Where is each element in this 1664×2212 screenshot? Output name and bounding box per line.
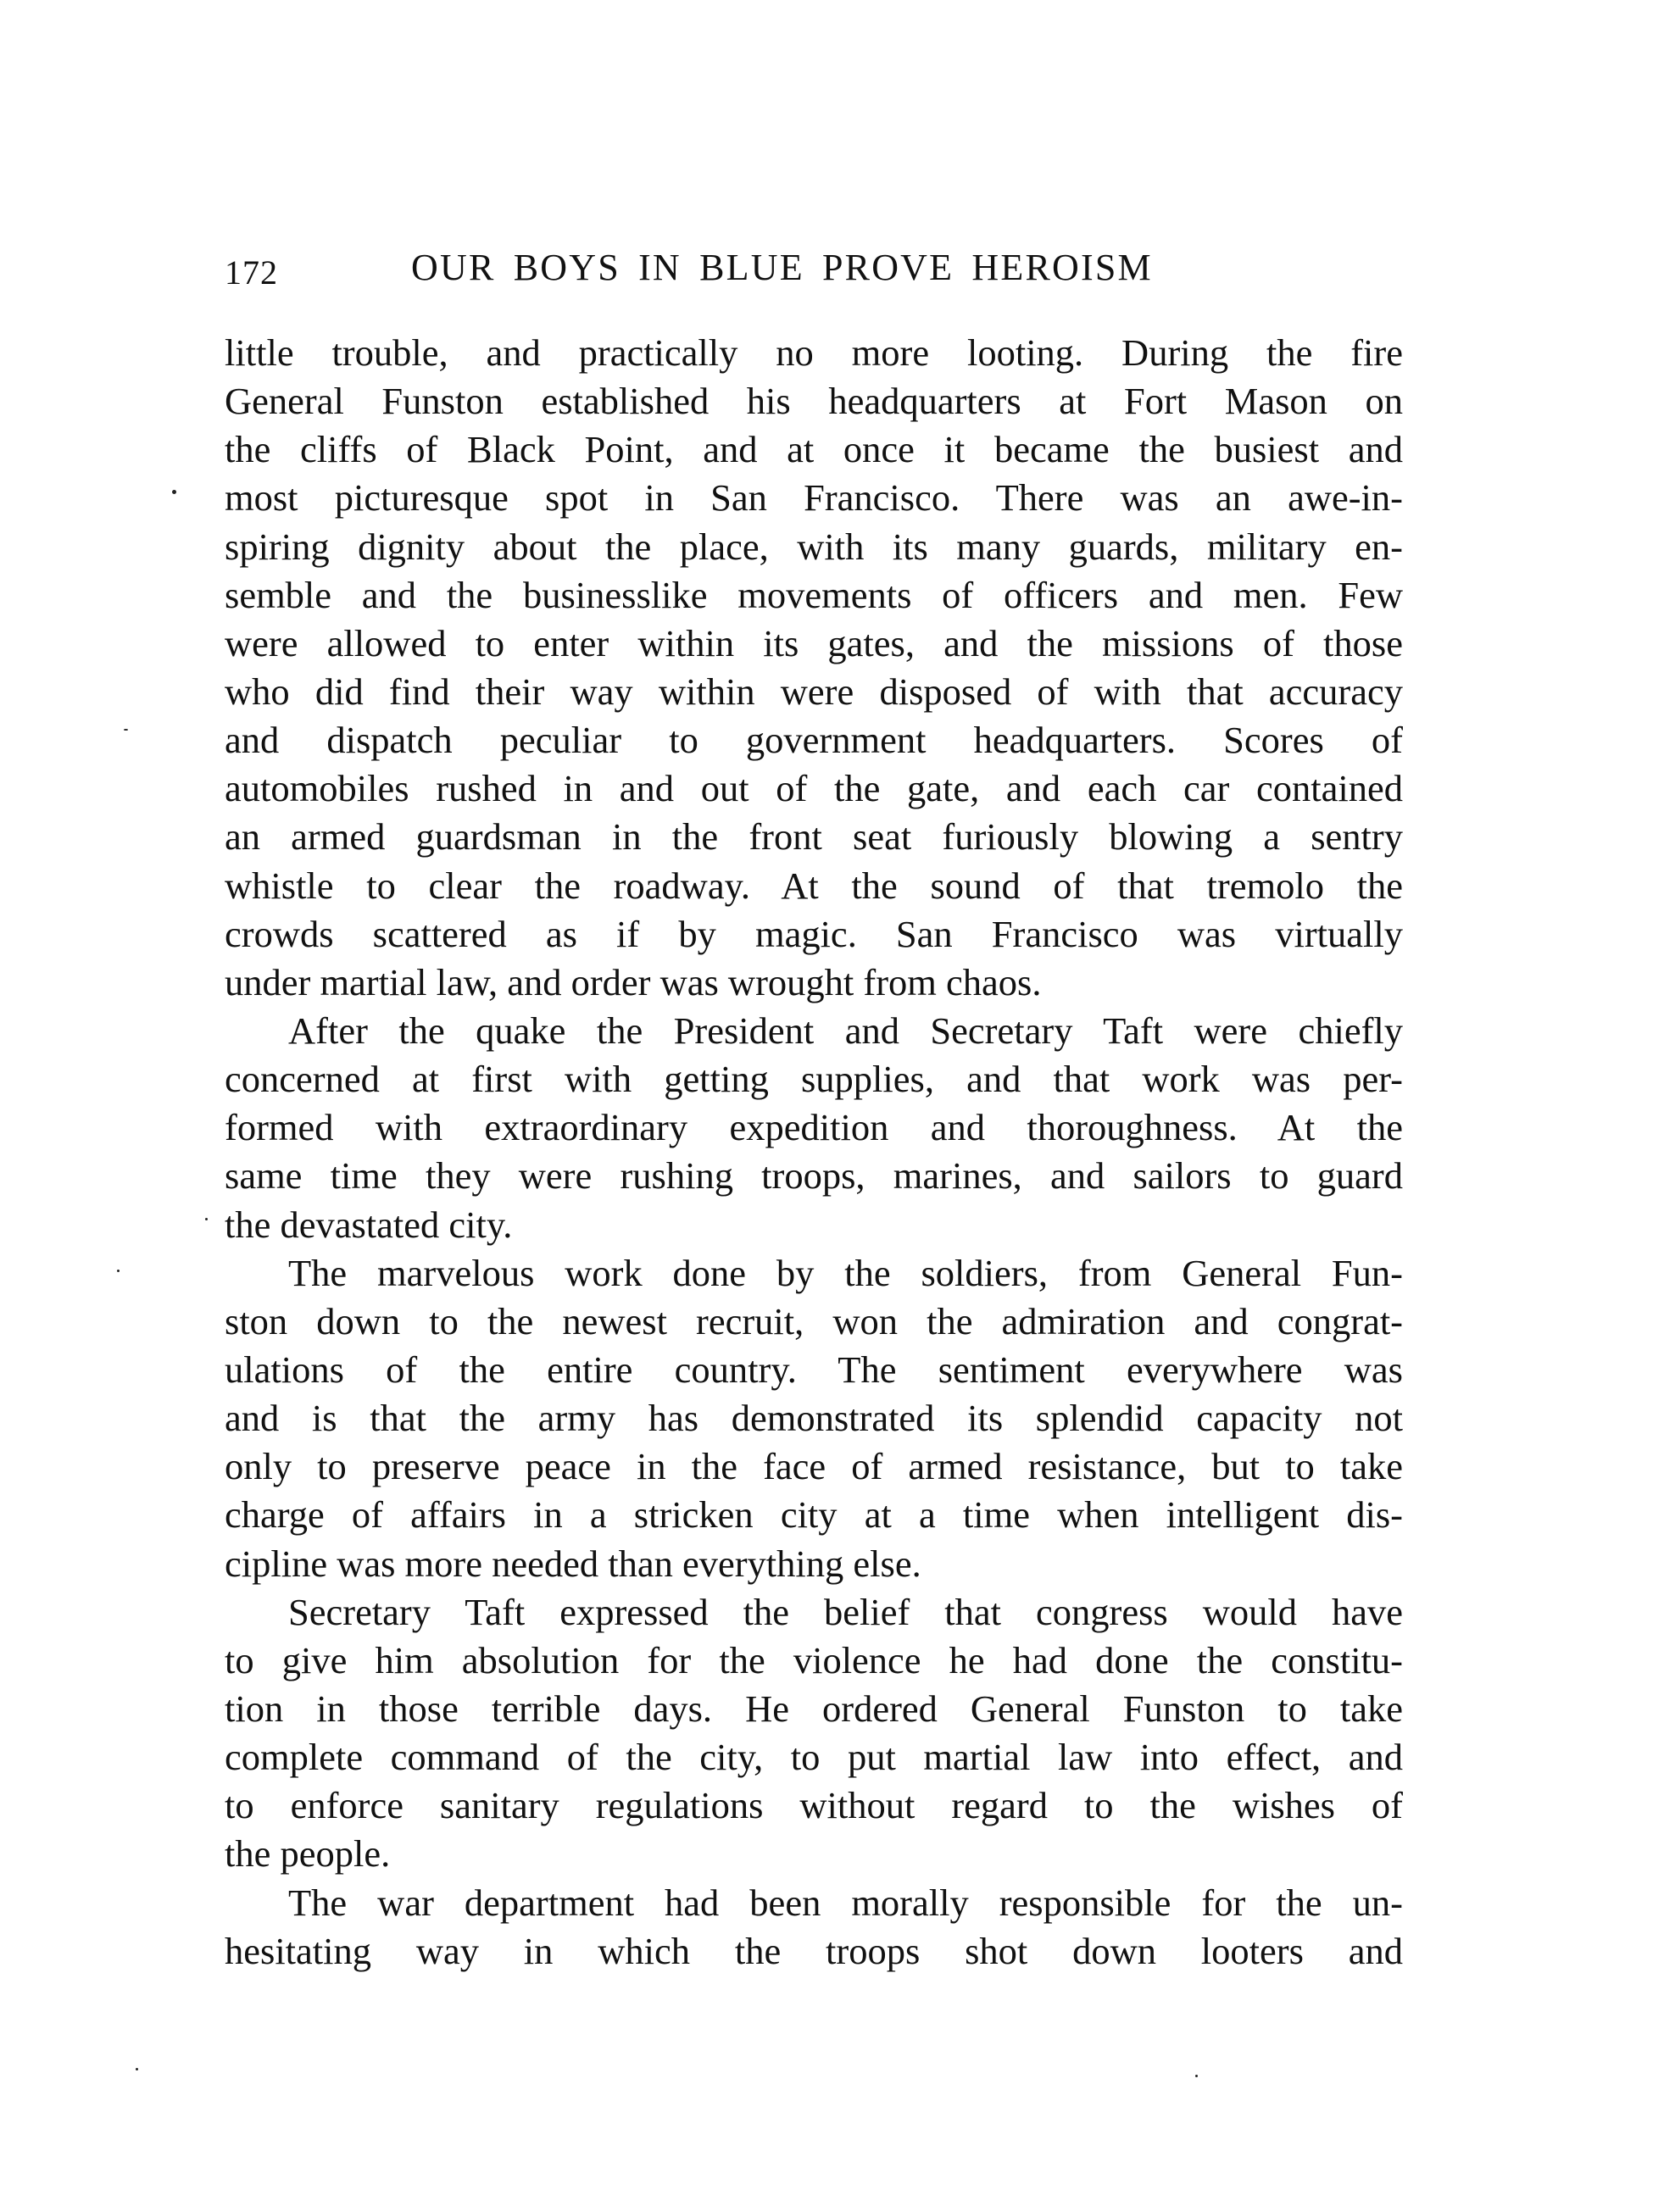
running-title: OUR BOYS IN BLUE PROVE HEROISM [411, 247, 1153, 288]
scan-speck [124, 729, 128, 731]
text-line: Secretary Taft expressed the belief that congress would have [288, 1590, 1403, 1633]
text-line: who did find their way within were disposed of with that accuracy [225, 670, 1403, 713]
text-line: ston down to the newest recruit, won the admiration and congrat- [225, 1299, 1403, 1342]
text-line: most picturesque spot in San Francisco. There was an awe-in- [225, 476, 1403, 520]
text-line: After the quake the President and Secretary Taft were chiefly [288, 1009, 1403, 1052]
text-line: crowds scattered as if by magic. San Francisco was virtually [225, 912, 1403, 955]
body-text [225, 329, 1403, 1976]
text-line: the devastated city. [225, 1203, 513, 1246]
page-number: 172 [225, 253, 278, 292]
text-line: ulations of the entire country. The sentiment everywhere was [225, 1348, 1403, 1391]
text-line: under martial law, and order was wrought from chaos. [225, 960, 1042, 1003]
running-head [225, 244, 1403, 295]
text-line: to enforce sanitary regulations without regard to the wishes of [225, 1784, 1403, 1827]
text-line: automobiles rushed in and out of the gate, and each car contained [225, 767, 1403, 810]
text-line: to give him absolution for the violence he had done the constitu- [225, 1638, 1403, 1681]
scan-speck [117, 1270, 120, 1272]
text-line: whistle to clear the roadway. At the sound of that tremolo the [225, 864, 1403, 907]
text-line: charge of affairs in a stricken city at a time when intelligent dis- [225, 1493, 1403, 1537]
text-line: only to preserve peace in the face of armed resistance, but to take [225, 1445, 1403, 1488]
text-line: formed with extraordinary expedition and thoroughness. At the [225, 1106, 1403, 1149]
text-line: an armed guardsman in the front seat furiously blowing a sentry [225, 815, 1403, 859]
text-line: the people. [225, 1832, 391, 1876]
text-line: tion in those terrible days. He ordered General Funston to take [225, 1687, 1403, 1730]
scan-speck [205, 1218, 208, 1220]
text-line: The marvelous work done by the soldiers, from General Fun- [288, 1251, 1403, 1294]
scan-speck [172, 490, 176, 494]
text-line: spiring dignity about the place, with its many guards, military en- [225, 525, 1403, 568]
text-line: The war department had been morally responsible for the un- [288, 1881, 1403, 1924]
text-line: and dispatch peculiar to government headquarters. Scores of [225, 719, 1403, 762]
text-line: little trouble, and practically no more looting. During the fire [225, 331, 1403, 374]
text-line: and is that the army has demonstrated its splendid capacity not [225, 1397, 1403, 1440]
text-line: were allowed to enter within its gates, and the missions of those [225, 621, 1403, 664]
text-line: same time they were rushing troops, marines, and sailors to guard [225, 1154, 1403, 1198]
text-line: General Funston established his headquarters at Fort Mason on [225, 380, 1403, 423]
text-line: concerned at first with getting supplies, and that work was per- [225, 1058, 1403, 1101]
text-line: semble and the businesslike movements of officers and men. Few [225, 573, 1403, 616]
text-line: hesitating way in which the troops shot down looters and [225, 1929, 1403, 1972]
text-line: complete command of the city, to put martial law into effect, and [225, 1736, 1403, 1779]
text-line: the cliffs of Black Point, and at once it became the busiest and [225, 428, 1403, 471]
scan-speck [136, 2068, 138, 2070]
scan-speck [1195, 2075, 1198, 2077]
text-line: cipline was more needed than everything else. [225, 1542, 921, 1585]
